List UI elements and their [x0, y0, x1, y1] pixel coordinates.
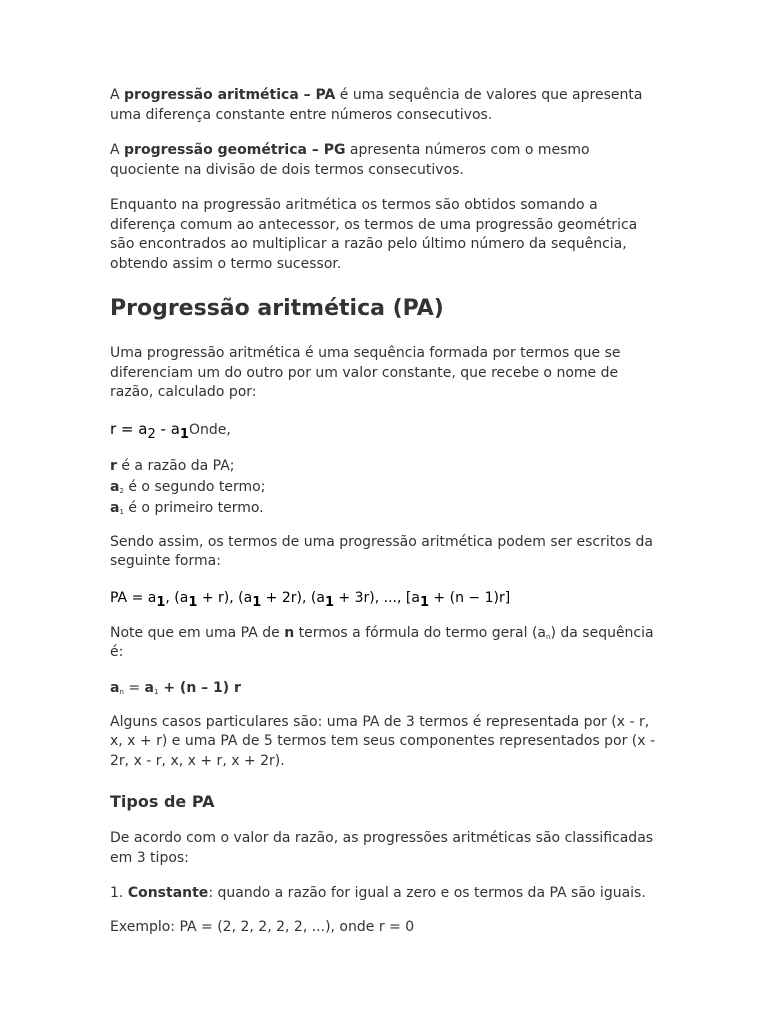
formula-sub: 1 — [188, 594, 198, 610]
def-symbol: a — [110, 478, 120, 495]
text: termos a fórmula do termo geral (a — [294, 624, 547, 641]
text: A — [110, 142, 125, 158]
intro-paragraph-pa — [110, 86, 658, 125]
formula-part: - a — [155, 419, 180, 438]
formula-rest: + (n – 1) r — [158, 679, 241, 696]
formula-eq: = — [123, 679, 145, 696]
formula-part: , (a — [165, 589, 189, 606]
formula-part: + r), (a — [197, 589, 253, 606]
term-constante: Constante — [127, 885, 209, 901]
intro-paragraph-pg — [110, 141, 658, 180]
text: A — [110, 87, 125, 103]
text: é uma sequência de valores que apresenta uma diferença constante entre números consecutivos. — [110, 87, 643, 123]
def-a1 — [110, 498, 658, 519]
tipos-intro: De acordo com o valor da razão, as progressões aritméticas são classificadas em 3 tipos: — [110, 830, 654, 866]
text: 1. — [110, 885, 128, 901]
particular-cases: Alguns casos particulares são: uma PA de 3 termos é representada por (x - r, x, x + r) e uma PA de 5 termos tem seus componentes representados por (x - 2r, x - r, x, x + r, x + 2r). — [110, 713, 656, 769]
article-body — [110, 86, 658, 937]
def-sub: 1 — [119, 507, 124, 516]
formula-sequence — [110, 586, 658, 610]
formula-part: PA = a — [110, 589, 157, 606]
def-symbol: r — [110, 457, 117, 474]
formula-sub: 1 — [252, 594, 262, 610]
formula-sub: 1 — [179, 426, 189, 442]
terms-intro: Sendo assim, os termos de uma progressão aritmética podem ser escritos da seguinte forma: — [110, 533, 653, 569]
term-pa: progressão aritmética – PA — [124, 87, 336, 103]
def-text: é o segundo termo; — [123, 478, 266, 495]
text: Note que em uma PA de — [110, 624, 285, 641]
pa-definition: Uma progressão aritmética é uma sequência formada por termos que se diferenciam um do outro por um valor constante, que recebe o nome de razão, calculado por: — [110, 345, 621, 400]
text: ) da sequência é: — [110, 624, 654, 660]
formula-a: a — [144, 679, 154, 696]
text-n: n — [284, 624, 295, 641]
term-pg: progressão geométrica – PG — [124, 142, 346, 158]
text-sub: n — [546, 632, 551, 641]
formula-sub: 1 — [153, 687, 159, 696]
general-term-note — [110, 624, 658, 663]
def-r — [110, 456, 658, 477]
formula-sub: 2 — [147, 426, 156, 442]
heading-pa: Progressão aritmética (PA) — [110, 296, 444, 321]
formula-sub: 1 — [419, 594, 429, 610]
formula-sub: n — [119, 687, 124, 696]
heading-tipos: Tipos de PA — [110, 792, 215, 811]
text: : quando a razão for igual a zero e os termos da PA são iguais. — [208, 885, 646, 901]
def-sub: 2 — [119, 486, 124, 495]
formula-a: a — [110, 679, 120, 696]
example-constante: Exemplo: PA = (2, 2, 2, 2, 2, ...), onde r = 0 — [110, 918, 415, 935]
formula-part: + 2r), (a — [261, 589, 325, 606]
formula-part: r = a — [110, 419, 148, 438]
formula-ratio — [110, 417, 658, 442]
formula-sub: 1 — [324, 594, 334, 610]
def-a2 — [110, 477, 658, 498]
def-text: é o primeiro termo. — [123, 499, 264, 516]
def-symbol: a — [110, 499, 120, 516]
intro-paragraph-compare: Enquanto na progressão aritmética os termos são obtidos somando a diferença comum ao antecessor, os termos de uma progressão geométrica são encontrados ao multiplicar a razão pelo último número da sequência, obtendo assim o termo sucessor. — [110, 197, 638, 272]
tipo-constante — [110, 884, 658, 904]
formula-onde: Onde, — [188, 421, 231, 438]
definition-list — [110, 456, 658, 519]
formula-part: + (n − 1)r] — [428, 589, 511, 606]
text: apresenta números com o mesmo quociente na divisão de dois termos consecutivos. — [110, 142, 590, 178]
formula-sub: 1 — [156, 594, 166, 610]
formula-general-term — [110, 677, 658, 699]
formula-part: + 3r), ..., [a — [333, 589, 420, 606]
def-text: é a razão da PA; — [116, 457, 235, 474]
